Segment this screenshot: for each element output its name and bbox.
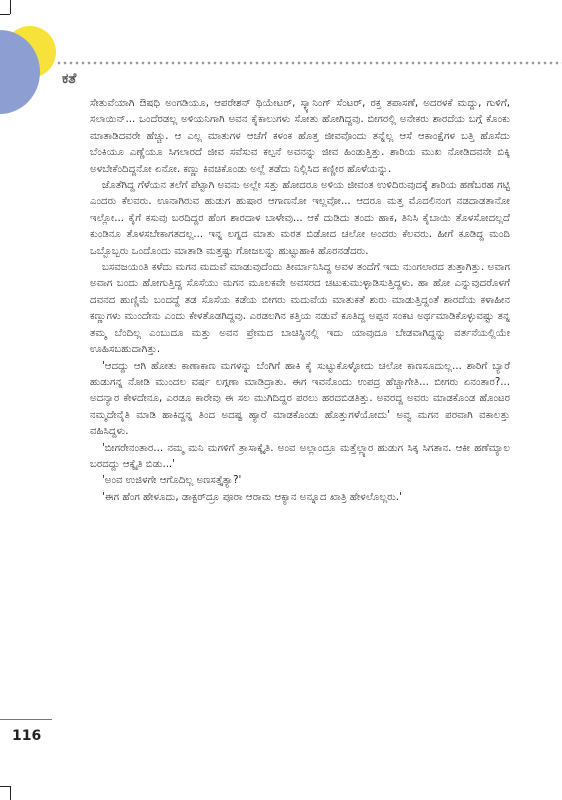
- story-paragraph: ಬಸವಜಯಂತಿ ಕಳೆದು ಮಗನ ಮದುವೆ ಮಾಡುವುದೆಂದು ತೀರ್ಮಾನಿಸಿದ್ದ ಅವಳ ತಂದೆಗೆ ಇದು ನುಂಗಲಾರದ ತುತ್ತಾಗಿತ್ತು. ಅವಾಗ ಅವಾಗ ಬಂದು ಹೋಗುತ್ತಿದ್ದ ಸೊಸೆಯು ಮಗನ ಮೂಲಕವೇ ಅವಸರದ ಚಟುಕುಮುಳ್ಳಾಡಿಸುತ್ತಿದ್ದಳು. ಹಾ ಹೋ ಎನ್ನುವುದರೊಳಗೆ ದವನದ ಹುಣ್ಣಿಮೆ ಬಂದದ್ದೆ ತಡ ಸೊಸೆಯ ಕಡೆಯ ಬೀಗರು ಮದುವೆಯ ಮಾತುಕತೆ ಶುರು ಮಾಡುತ್ತಿದ್ದಂತೆ ಶಾರದೆಯ ಕಳಾಹೀನ ಕಣ್ಣುಗಳು ಮುಂದೇನು ಎಂದು ಕೇಳತೊಡಗಿದ್ದವು. ಎರಡಲಗಿನ ಕತ್ತಿಯ ನಡುವೆ ಕೂತಿದ್ದ ಅಪ್ಪನ ಸಂಕಟ ಅರ್ಥಮಾಡಿಕೊಳ್ಳುವಷ್ಟು ತನ್ನ ತಮ್ಮ ಬೆಂದಿಲ್ಲ ಎಂಬುದೂ ಮತ್ತು ಅವನ ಪ್ರೇಮದ ಬಾಚಿಸ್ಥಿನಲ್ಲಿ ಇದು ಯಾವುದೂ ಬೇಡವಾಗಿದ್ದನ್ನು ವರ್ತನೆಯಲ್ಲಿಯೇ ಊಹಿಸಬಹುದಾಗಿತ್ತು.: [90, 262, 510, 356]
- story-body: [90, 96, 510, 736]
- story-paragraph: 'ಅಂವ ಉಜಿಳಗೇ ಆಗೊದಿಲ್ಲ ಅಣಸತ್ತೈತ್ಯಾ?': [102, 475, 242, 487]
- story-paragraph: 'ಈಗ ಹೆಂಗ ಹೇಳೂದು, ಡಾಕ್ಟರ್‌ದ್ರೂ ಪೂರಾ ಆರಾಮ ಆಕ್ಯಾನ ಅನ್ನೂದ ಖಾತ್ರಿ ಹೇಳಲೊಲ್ಲರು.': [102, 491, 402, 503]
- crop-mark-top-left-horizontal: [0, 14, 10, 15]
- dotted-header-rule: [56, 61, 562, 65]
- page-number-rule: [0, 719, 52, 720]
- story-paragraph: 'ಬೀಗರೇನಂತಾರ... ನಮ್ಮ ಮನಿ ಮಗಳಿಗೆ ತ್ರಾಸಾಕ್ಕೈತಿ. ಅಂವ ಅಲ್ಲಾಂದ್ರೂ ಮತ್ತೆಲ್ಲ್ಯಾರ ಹುಡುಗ ಸಿಕ್ಕ ಸಿಗತಾನ. ಆಕೀ ಹಣೆಮ್ಯಾಲ ಬರದದ್ದು ಆಕ್ಕೈತಿ ಬಿಡು...': [90, 442, 510, 470]
- crop-mark-bottom-left-horizontal: [0, 786, 10, 787]
- story-paragraph: ಜೊತೆಗಿದ್ದ ಗೆಳೆಯನ ತಲೆಗೆ ಪೆಟ್ಟಾಗಿ ಅವನು ಅಲ್ಲೇ ಸತ್ತು ಹೋದರೂ ಅಳಿಯ ಜೀವಂತ ಉಳಿದಿರುವುದಕ್ಕೆ ಶಾರಿಯ ಹಣೆಬರಹ ಗಟ್ಟಿ ಎಂದರು ಕೆಲವರು. ಊನಾಗಿರುವ ಹುಡುಗ ಹುಷಾರ ಆಗಾಣನೋ ಇಲ್ಲವೋ... ಆದರೂ ಮತ್ತ ಮೊದಲಿನಂಗ ನಡದಾಡತಾನೋ ಇಲ್ಲೋ... ಕೈಗೆ ಕಸುವು ಬರದಿದ್ದರ ಹೆಂಗ ಶಾರದಾಳ ಬಾಳೇವು... ಆಕೆ ದುಡಿದು ತಂದು ಹಾಕ, ತಿನಿಸಿ ಕೈಬಾಯಿ ತೊಳಸೋದಲ್ಲದೆ ಕುಂಡಿನೂ ತೊಳಸಬೇಕಾಗತದಲ್ಲ... ಇನ್ನ ಲಗ್ನದ ಮಾತು ಮರತ ಬಿಡೋದ ಚಲೋ ಅಂದರು ಕೆಲವರು. ಹೀಗೆ ಕೂಡಿದ್ದ ಮಂದಿ ಒಬ್ಬೊಬ್ಬರು ಒಂದೊಂದು ಮಾತಾಡಿ ಮತ್ತಷ್ಟು ಗೋಜಲನ್ನು ಹುಟ್ಟುಹಾಕಿ ಹೊರನಡೆದರು.: [90, 180, 510, 257]
- story-paragraph: ಸೇತುವೆಯಾಗಿ ಔಷಧಿ ಅಂಗಡಿಯೂ, ಆಪರೇಶನ್ ಥಿಯೇಟರ್, ಸ್ಕ್ಯಾನಿಂಗ್ ಸೆಂಟರ್, ರಕ್ತ ತಪಾಸಣೆ, ಅದರಳಕೆ ಮದ್ದು, ಗುಳಿಗೆ, ಸಲಾಯಿನ್... ಒಂದೆರಡಲ್ಲ ಅಳಿಯನಿಗಾಗಿ ಅವನ ಕೈಕಾಲುಗಳು ಸೋತು ಹೋಗಿದ್ದವು. ಬೀಗರಲ್ಲಿ ಅನೇಕರು ಶಾರದೆಯ ಬಗ್ಗೆ ಕೊಂಕು ಮಾತಾಡಿದವರೇ ಹೆಚ್ಚು. ಆ ಎಲ್ಲ ಮಾತುಗಳ ಆಚೆಗೆ ಕಳಂಕ ಹೊತ್ತ ಜೀವವೊಂದು ತನ್ನೆಲ್ಲ ಆಸೆ ಆಕಾಂಕ್ಷೆಗಳ ಬತ್ತಿ ಹೊಸೆದು ಬೆಂಕಿಯೂ ಎಣ್ಣೆಯೂ ಸಿಗಲಾರದೆ ಜೀವ ಸವೆಸುವ ಕಲ್ಪನೆ ಅವನನ್ನು ಜೀವ ಹಿಂಡುತ್ತಿತ್ತು. ಶಾರಿಯ ಮುಖ ನೋಡಿದವನೇ ಬಿಕ್ಕಿ ಅಳಬೇಕೆಂದಿದ್ದನೋ ಏನೋ. ಕಣ್ಣು ಕಿವಚಿಕೊಂಡು ಅಲ್ಲೆ ತಡೆದು ನಿಲ್ಲಿಸಿದ ಕಣ್ಣೀರ ಹೊಳೆಯನ್ನು.: [90, 98, 510, 175]
- crop-mark-bottom-left-vertical: [10, 786, 11, 800]
- crop-mark-top-left-vertical: [10, 0, 11, 14]
- section-label: ಕತೆ: [62, 71, 77, 87]
- story-paragraph: 'ಆದದ್ದು ಆಗಿ ಹೋತು ಕಾಣಾಕಾಣ ಮಗಳನ್ನು ಬೆಂಗಿಗೆ ಹಾಕಿ ಕೈ ಸುಟ್ಟುಕೊಳ್ಳೋದು ಚಲೋ ಕಾಣಸೂದುಲ್ಲ... ಶಾರಿಗೆ ಬ್ಯಾರೆ ಹುಡುಗನ್ನ ನೋಡಿ ಮುಂದಲ ವರ್ಷ ಲಗ್ಗಣಾ ಮಾಡಿದ್ರಾತು. ಈಗ ಇವನೊಂದು ಉಪದ್ರ ಹೆಚ್ಚಾಗೇತಿ... ಬೀಗರು ಏನಂತಾರ?... ಅದನ್ಯಾರ ಕೇಳದೇನೂ, ಎರಡೂ ಕಾರೇವು ಈ ಸಲ ಮುಗಿದಿದ್ದರ ಪರಲು ಹರದಬಿಡತಿತ್ತು. ಅವರದ್ದ ಅವರು ಮಾಡಕೊಂಡ ಹೊಂಟರ ನಮ್ಮದೇನೈತಿ ಮಾಡಿ ಹಾಕಿದ್ದನ್ನ ತಿಂದ ಅದಷ್ಟ ಹ್ಯಾರೆ ಮಾಡಕೊಂಡು ಹೊತ್ತುಗಳೆಯೋದು' ಅವ್ವ ಮಗನ ಪರವಾಗಿ ವಕಾಲತ್ತು ವಹಿಸಿದ್ದಳು.: [90, 360, 510, 438]
- page-number: 116: [12, 728, 42, 744]
